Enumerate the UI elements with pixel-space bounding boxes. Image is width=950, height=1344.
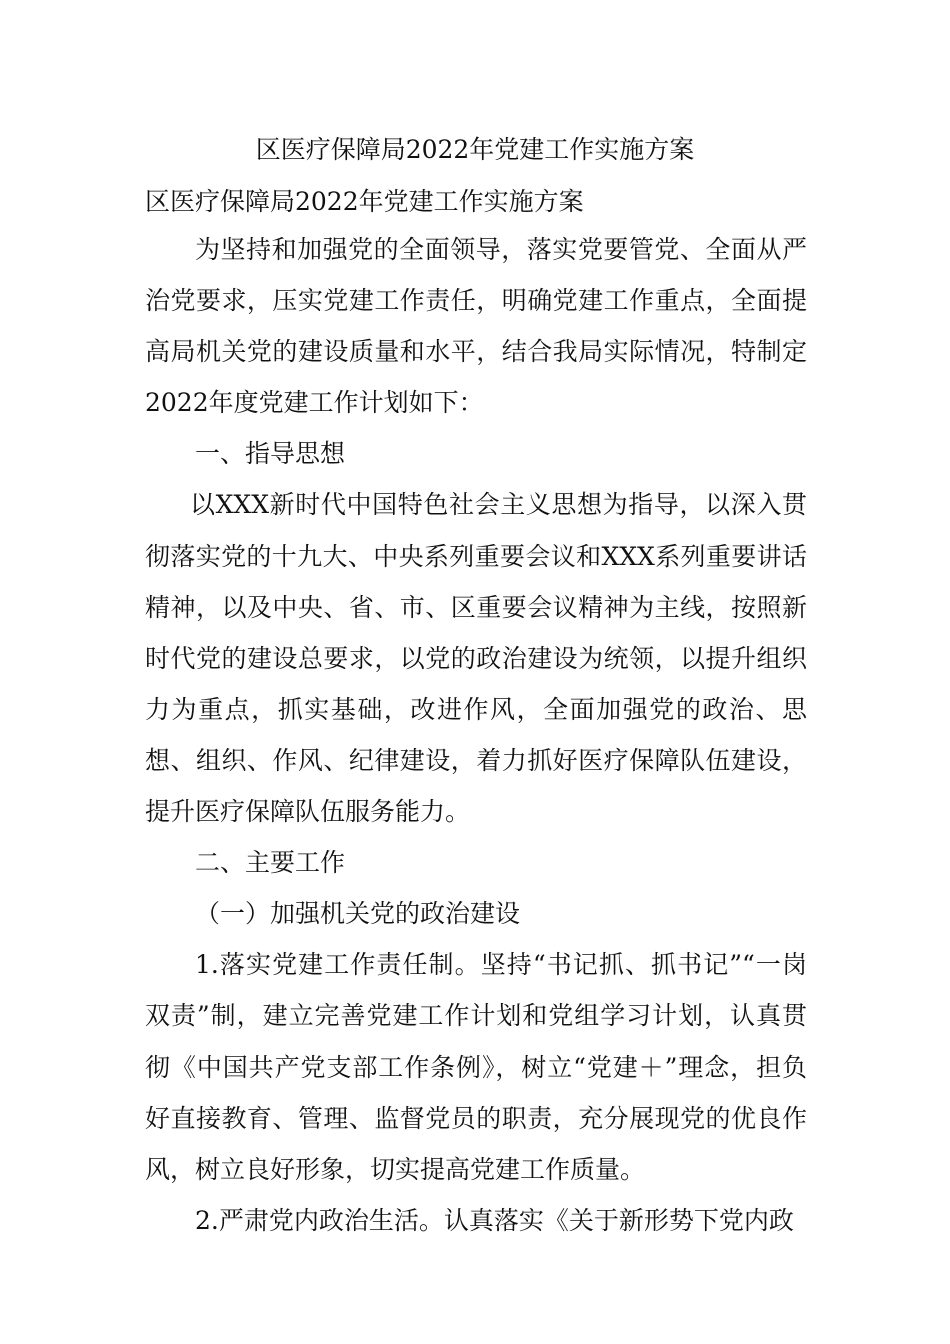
- guiding-thought-paragraph: 以XXX新时代中国特色社会主义思想为指导，以深入贯彻落实党的十九大、中央系列重要会议和XXX系列重要讲话精神，以及中央、省、市、区重要会议精神为主线，按照新时代党的建设总要求，以党的政治建设为统领，以提升组织力为重点，抓实基础，改进作风，全面加强党的政治、思想、组织、作风、纪律建设，着力抓好医疗保障队伍建设，提升医疗保障队伍服务能力。: [145, 490, 807, 827]
- subsection-heading-political-building: （一）加强机关党的政治建设: [195, 899, 521, 929]
- section-heading-guiding-thought: 一、指导思想: [195, 439, 346, 469]
- item-paragraph-2: 2.严肃党内政治生活。认真落实《关于新形势下党内政: [195, 1205, 794, 1235]
- intro-paragraph: 为坚持和加强党的全面领导，落实党要管党、全面从严治党要求，压实党建工作责任，明确党建工作重点，全面提高局机关党的建设质量和水平，结合我局实际情况，特制定2022年度党建工作计划如下：: [145, 235, 807, 418]
- document-subtitle: 区医疗保障局2022年党建工作实施方案: [145, 187, 584, 216]
- document-body: [145, 224, 807, 1246]
- document-title: 区医疗保障局2022年党建工作实施方案: [255, 135, 695, 164]
- item-paragraph-1: 1.落实党建工作责任制。坚持“书记抓、抓书记”“一岗双责”制，建立完善党建工作计划和党组学习计划，认真贯彻《中国共产党支部工作条例》，树立“党建＋”理念，担负好直接教育、管理、监督党员的职责，充分展现党的优良作风，树立良好形象，切实提高党建工作质量。: [145, 950, 807, 1184]
- section-heading-main-work: 二、主要工作: [195, 848, 346, 878]
